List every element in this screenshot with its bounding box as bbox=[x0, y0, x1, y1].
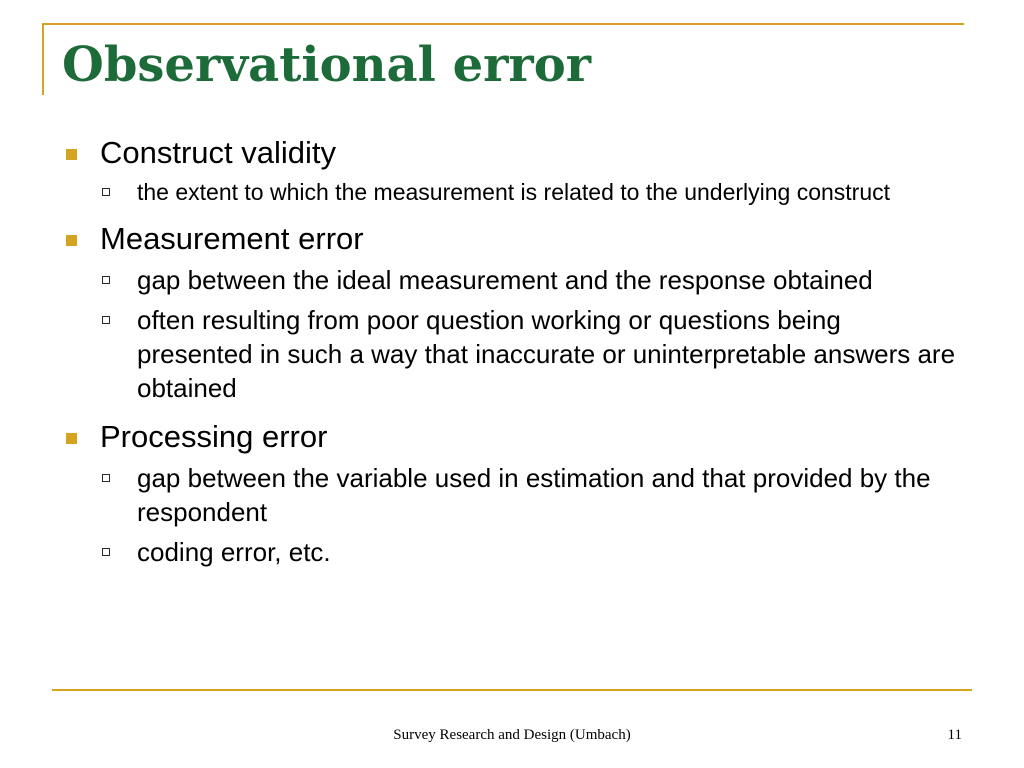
footer-text: Survey Research and Design (Umbach) bbox=[393, 727, 631, 743]
sub-bullet-item bbox=[62, 303, 962, 405]
hollow-square-bullet-icon bbox=[102, 474, 110, 482]
sub-bullet-item bbox=[62, 177, 962, 207]
title-frame-top-rule bbox=[42, 23, 964, 25]
title-frame-left-rule bbox=[42, 23, 44, 95]
filled-square-bullet-icon bbox=[66, 433, 77, 444]
sub-bullet-item bbox=[62, 461, 962, 529]
hollow-square-bullet-icon bbox=[102, 188, 110, 196]
sub-bullet-text: the extent to which the measurement is related to the underlying construct bbox=[137, 179, 891, 205]
bullet-text: Construct validity bbox=[100, 135, 337, 170]
sub-bullet-text: often resulting from poor question working or questions being presented in such a way that inaccurate or uninterpretable answers are obtained bbox=[137, 305, 956, 403]
bullet-item bbox=[62, 419, 962, 455]
slide-title: Observational error bbox=[62, 37, 592, 93]
sub-bullet-text: coding error, etc. bbox=[137, 537, 331, 567]
bullet-text: Processing error bbox=[100, 419, 328, 454]
filled-square-bullet-icon bbox=[66, 149, 77, 160]
sub-bullet-item bbox=[62, 535, 962, 569]
filled-square-bullet-icon bbox=[66, 235, 77, 246]
page-number: 11 bbox=[947, 727, 962, 743]
bullet-text: Measurement error bbox=[100, 221, 364, 256]
footer-rule bbox=[52, 689, 972, 691]
bullet-item bbox=[62, 221, 962, 257]
hollow-square-bullet-icon bbox=[102, 548, 110, 556]
sub-bullet-text: gap between the ideal measurement and the response obtained bbox=[137, 265, 873, 295]
sub-bullet-text: gap between the variable used in estimation and that provided by the respondent bbox=[137, 463, 931, 527]
bullet-list bbox=[62, 135, 962, 569]
hollow-square-bullet-icon bbox=[102, 316, 110, 324]
bullet-item bbox=[62, 135, 962, 171]
hollow-square-bullet-icon bbox=[102, 276, 110, 284]
sub-bullet-item bbox=[62, 263, 962, 297]
